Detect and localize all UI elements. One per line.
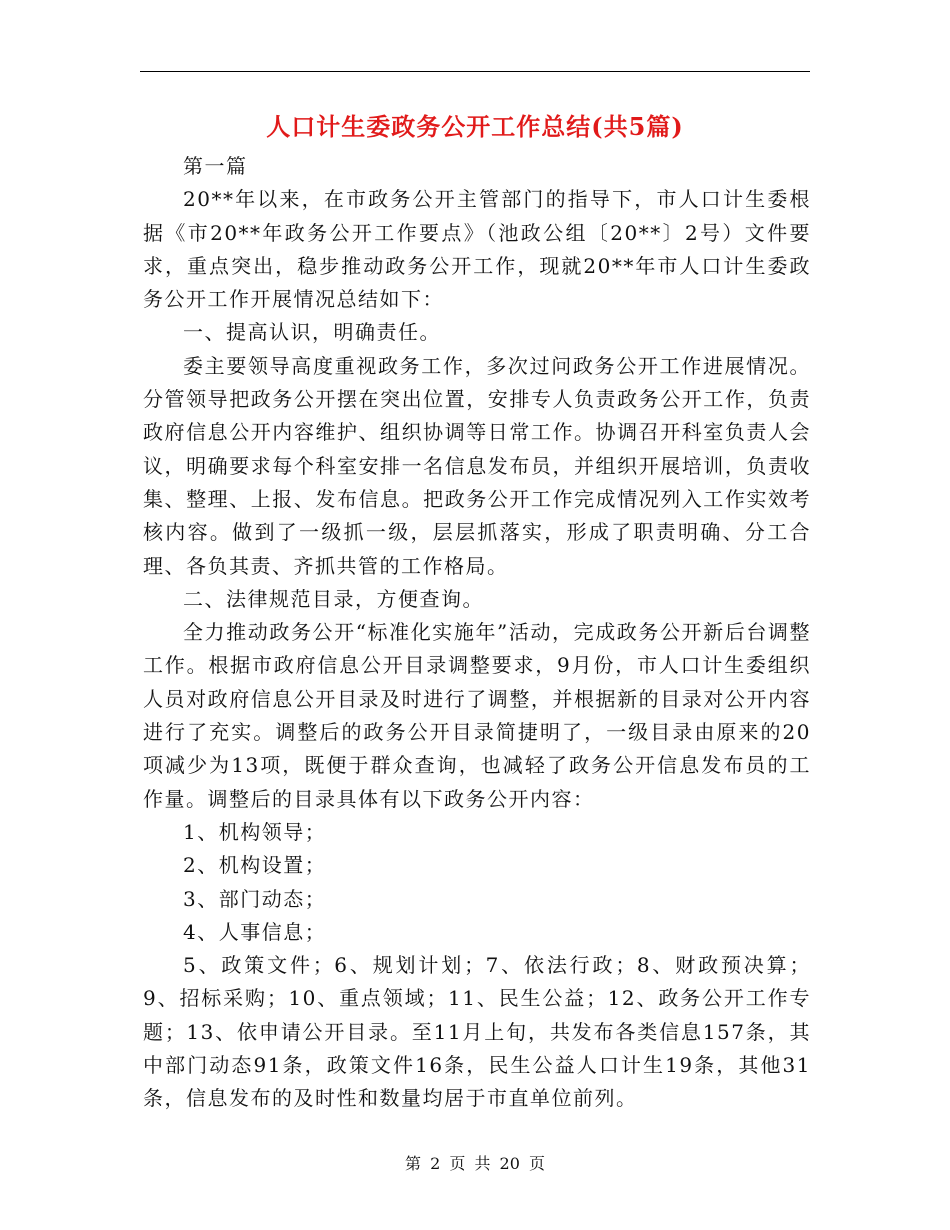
list-item: 4、人事信息；	[183, 919, 327, 944]
paragraph: 委主要领导高度重视政务工作，多次过问政务公开工作进展情况。分管领导把政务公开摆在突出位置，安排专人负责政务公开工作，负责政府信息公开内容维护、组织协调等日常工作。协调召开科室负责人会议，明确要求每个科室安排一名信息发布员，并组织开展培训，负责收集、整理、上报、发布信息。把政务公开工作完成情况列入工作实效考核内容。做到了一级抓一级，层层抓落实，形成了职责明确、分工合理、各负其责、齐抓共管的工作格局。	[143, 353, 811, 578]
document-title: 人口计生委政务公开工作总结(共5篇)	[266, 112, 684, 141]
list-item: 2、机构设置；	[183, 853, 327, 878]
paragraph: 20**年以来，在市政务公开主管部门的指导下，市人口计生委根据《市20**年政务公开工作要点》（池政公组〔20**〕2号）文件要求，重点突出，稳步推动政务公开工作，现就20**年市人口计生委政务公开工作开展情况总结如下：	[143, 187, 811, 312]
list-item: 3、部门动态；	[183, 886, 327, 911]
paragraph: 5、政策文件；6、规划计划；7、依法行政；8、财政预决算；9、招标采购；10、重点领域；11、民生公益；12、政务公开工作专题；13、依申请公开目录。至11月上旬，共发布各类信息157条，其中部门动态91条，政策文件16条，民生公益人口计生19条，其他31条，信息发布的及时性和数量均居于市直单位前列。	[143, 953, 811, 1111]
section-heading: 一、提高认识，明确责任。	[183, 320, 441, 345]
page-number: 第 2 页 共 20 页	[405, 1154, 545, 1173]
section-heading: 第一篇	[183, 154, 248, 178]
paragraph: 全力推动政务公开“标准化实施年”活动，完成政务公开新后台调整工作。根据市政府信息公开目录调整要求，9月份，市人口计生委组织人员对政府信息公开目录及时进行了调整，并根据新的目录对公开内容进行了充实。调整后的政务公开目录简捷明了，一级目录由原来的20项减少为13项，既便于群众查询，也减轻了政务公开信息发布员的工作量。调整后的目录具体有以下政务公开内容：	[143, 620, 811, 811]
section-heading: 二、法律规范目录，方便查询。	[183, 586, 484, 611]
header-rule	[140, 71, 810, 72]
document-body	[143, 150, 811, 1116]
list-item: 1、机构领导；	[183, 819, 327, 844]
